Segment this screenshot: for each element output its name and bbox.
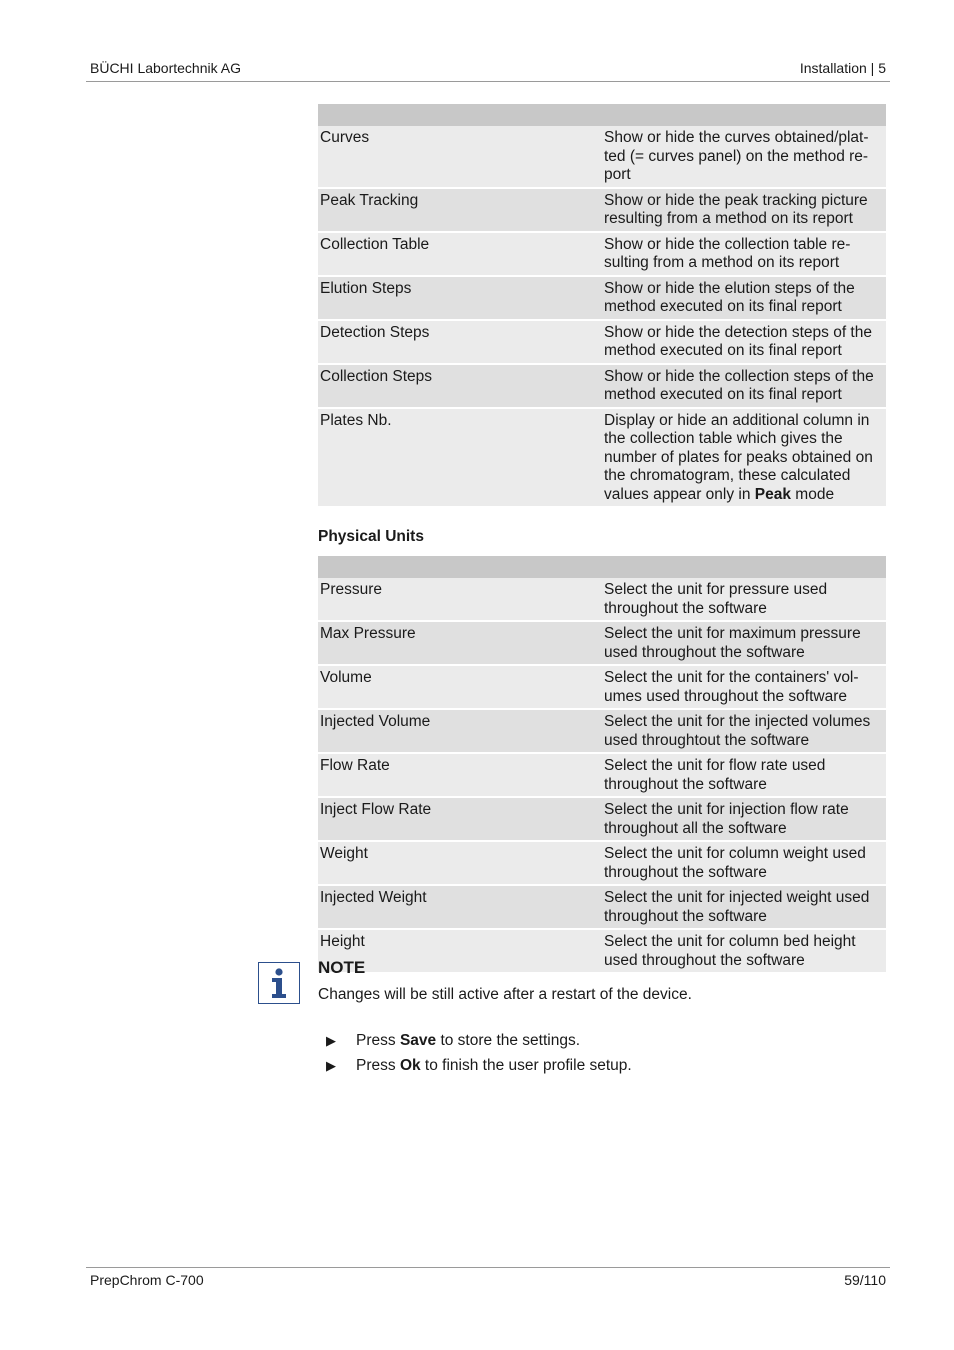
setting-description: Select the unit for pressure used throughout the software — [602, 578, 886, 621]
setting-description: Select the unit for column bed height used throughout the software — [602, 929, 886, 973]
table-row — [318, 885, 886, 929]
report-options-body — [318, 126, 886, 507]
footer-rule — [86, 1267, 890, 1268]
setting-name: Peak Tracking — [318, 188, 602, 232]
setting-description: Show or hide the detection steps of the method executed on its final report — [602, 320, 886, 364]
physical-units-body — [318, 578, 886, 973]
report-options-table — [318, 104, 886, 508]
info-icon — [258, 962, 300, 1004]
setting-description — [602, 408, 886, 508]
table-row — [318, 364, 886, 408]
setting-name: Collection Steps — [318, 364, 602, 408]
setting-description: Select the unit for the injected volumes used throughtout the software — [602, 709, 886, 753]
setting-description: Show or hide the collection table re- sulting from a method on its report — [602, 232, 886, 276]
step-text — [356, 1057, 632, 1075]
setting-description: Select the unit for the containers' vol- umes used throughout the software — [602, 665, 886, 709]
setting-description: Select the unit for maximum pressure used throughout the software — [602, 621, 886, 665]
setting-name: Flow Rate — [318, 753, 602, 797]
step-text-pre: Press — [356, 1031, 400, 1049]
note-title: NOTE — [318, 958, 366, 977]
page-header — [86, 60, 890, 76]
step-item — [326, 1053, 886, 1078]
table-row — [318, 320, 886, 364]
setting-description: Select the unit for injection flow rate throughout all the software — [602, 797, 886, 841]
setting-description: Show or hide the peak tracking picture resulting from a method on its report — [602, 188, 886, 232]
setting-description: Select the unit for flow rate used throughout the software — [602, 753, 886, 797]
description-text: Display or hide an additional column in the collection table which gives the number of plates for peaks obtained on the chromatogram, these calculated values appear only in — [604, 411, 873, 503]
setting-name: Collection Table — [318, 232, 602, 276]
setting-name: Injected Weight — [318, 885, 602, 929]
setting-name: Injected Volume — [318, 709, 602, 753]
table-row — [318, 188, 886, 232]
table-header-row — [318, 104, 886, 126]
setting-name: Detection Steps — [318, 320, 602, 364]
setting-description: Select the unit for injected weight used throughout the software — [602, 885, 886, 929]
product-name: PrepChrom C-700 — [90, 1272, 204, 1288]
page-footer — [86, 1272, 890, 1288]
step-text — [356, 1032, 580, 1050]
note-text — [318, 958, 878, 1004]
table-row — [318, 841, 886, 885]
setting-name: Elution Steps — [318, 276, 602, 320]
chapter-label: Installation | 5 — [799, 60, 886, 76]
description-text: mode — [791, 485, 835, 503]
table-row — [318, 408, 886, 508]
setting-description: Show or hide the curves obtained/plat- ted (= curves panel) on the method re- port — [602, 126, 886, 188]
table-row — [318, 665, 886, 709]
page-number: 59/110 — [844, 1272, 886, 1288]
header-rule — [86, 81, 890, 82]
setting-name: Curves — [318, 126, 602, 188]
instruction-steps — [326, 1028, 886, 1078]
setting-name: Inject Flow Rate — [318, 797, 602, 841]
table-row — [318, 232, 886, 276]
table-row — [318, 709, 886, 753]
table-row — [318, 797, 886, 841]
setting-description: Select the unit for column weight used throughout the software — [602, 841, 886, 885]
table-header-row — [318, 556, 886, 578]
step-text-post: to store the settings. — [436, 1031, 581, 1049]
setting-name: Max Pressure — [318, 621, 602, 665]
table-row — [318, 621, 886, 665]
setting-description: Show or hide the collection steps of the method executed on its final report — [602, 364, 886, 408]
step-keyword: Save — [399, 1031, 437, 1049]
setting-description: Show or hide the elution steps of the method executed on its final report — [602, 276, 886, 320]
step-item — [326, 1028, 886, 1053]
table-row — [318, 276, 886, 320]
table-row — [318, 578, 886, 621]
section-title: Physical Units — [318, 528, 424, 545]
setting-name: Volume — [318, 665, 602, 709]
setting-name: Weight — [318, 841, 602, 885]
note-body: Changes will be still active after a restart of the device. — [318, 986, 692, 1003]
setting-name: Height — [318, 929, 602, 973]
table-row — [318, 126, 886, 188]
arrow-right-icon: ▶ — [326, 1032, 336, 1048]
arrow-right-icon: ▶ — [326, 1057, 336, 1073]
physical-units-table — [318, 556, 886, 974]
main-content — [318, 104, 886, 974]
step-keyword: Ok — [399, 1056, 421, 1074]
setting-name: Pressure — [318, 578, 602, 621]
company-name: BÜCHI Labortechnik AG — [90, 60, 241, 76]
setting-name: Plates Nb. — [318, 408, 602, 508]
table-row — [318, 753, 886, 797]
step-text-pre: Press — [356, 1056, 400, 1074]
step-text-post: to finish the user profile setup. — [420, 1056, 632, 1074]
description-emphasis: Peak — [754, 485, 791, 503]
